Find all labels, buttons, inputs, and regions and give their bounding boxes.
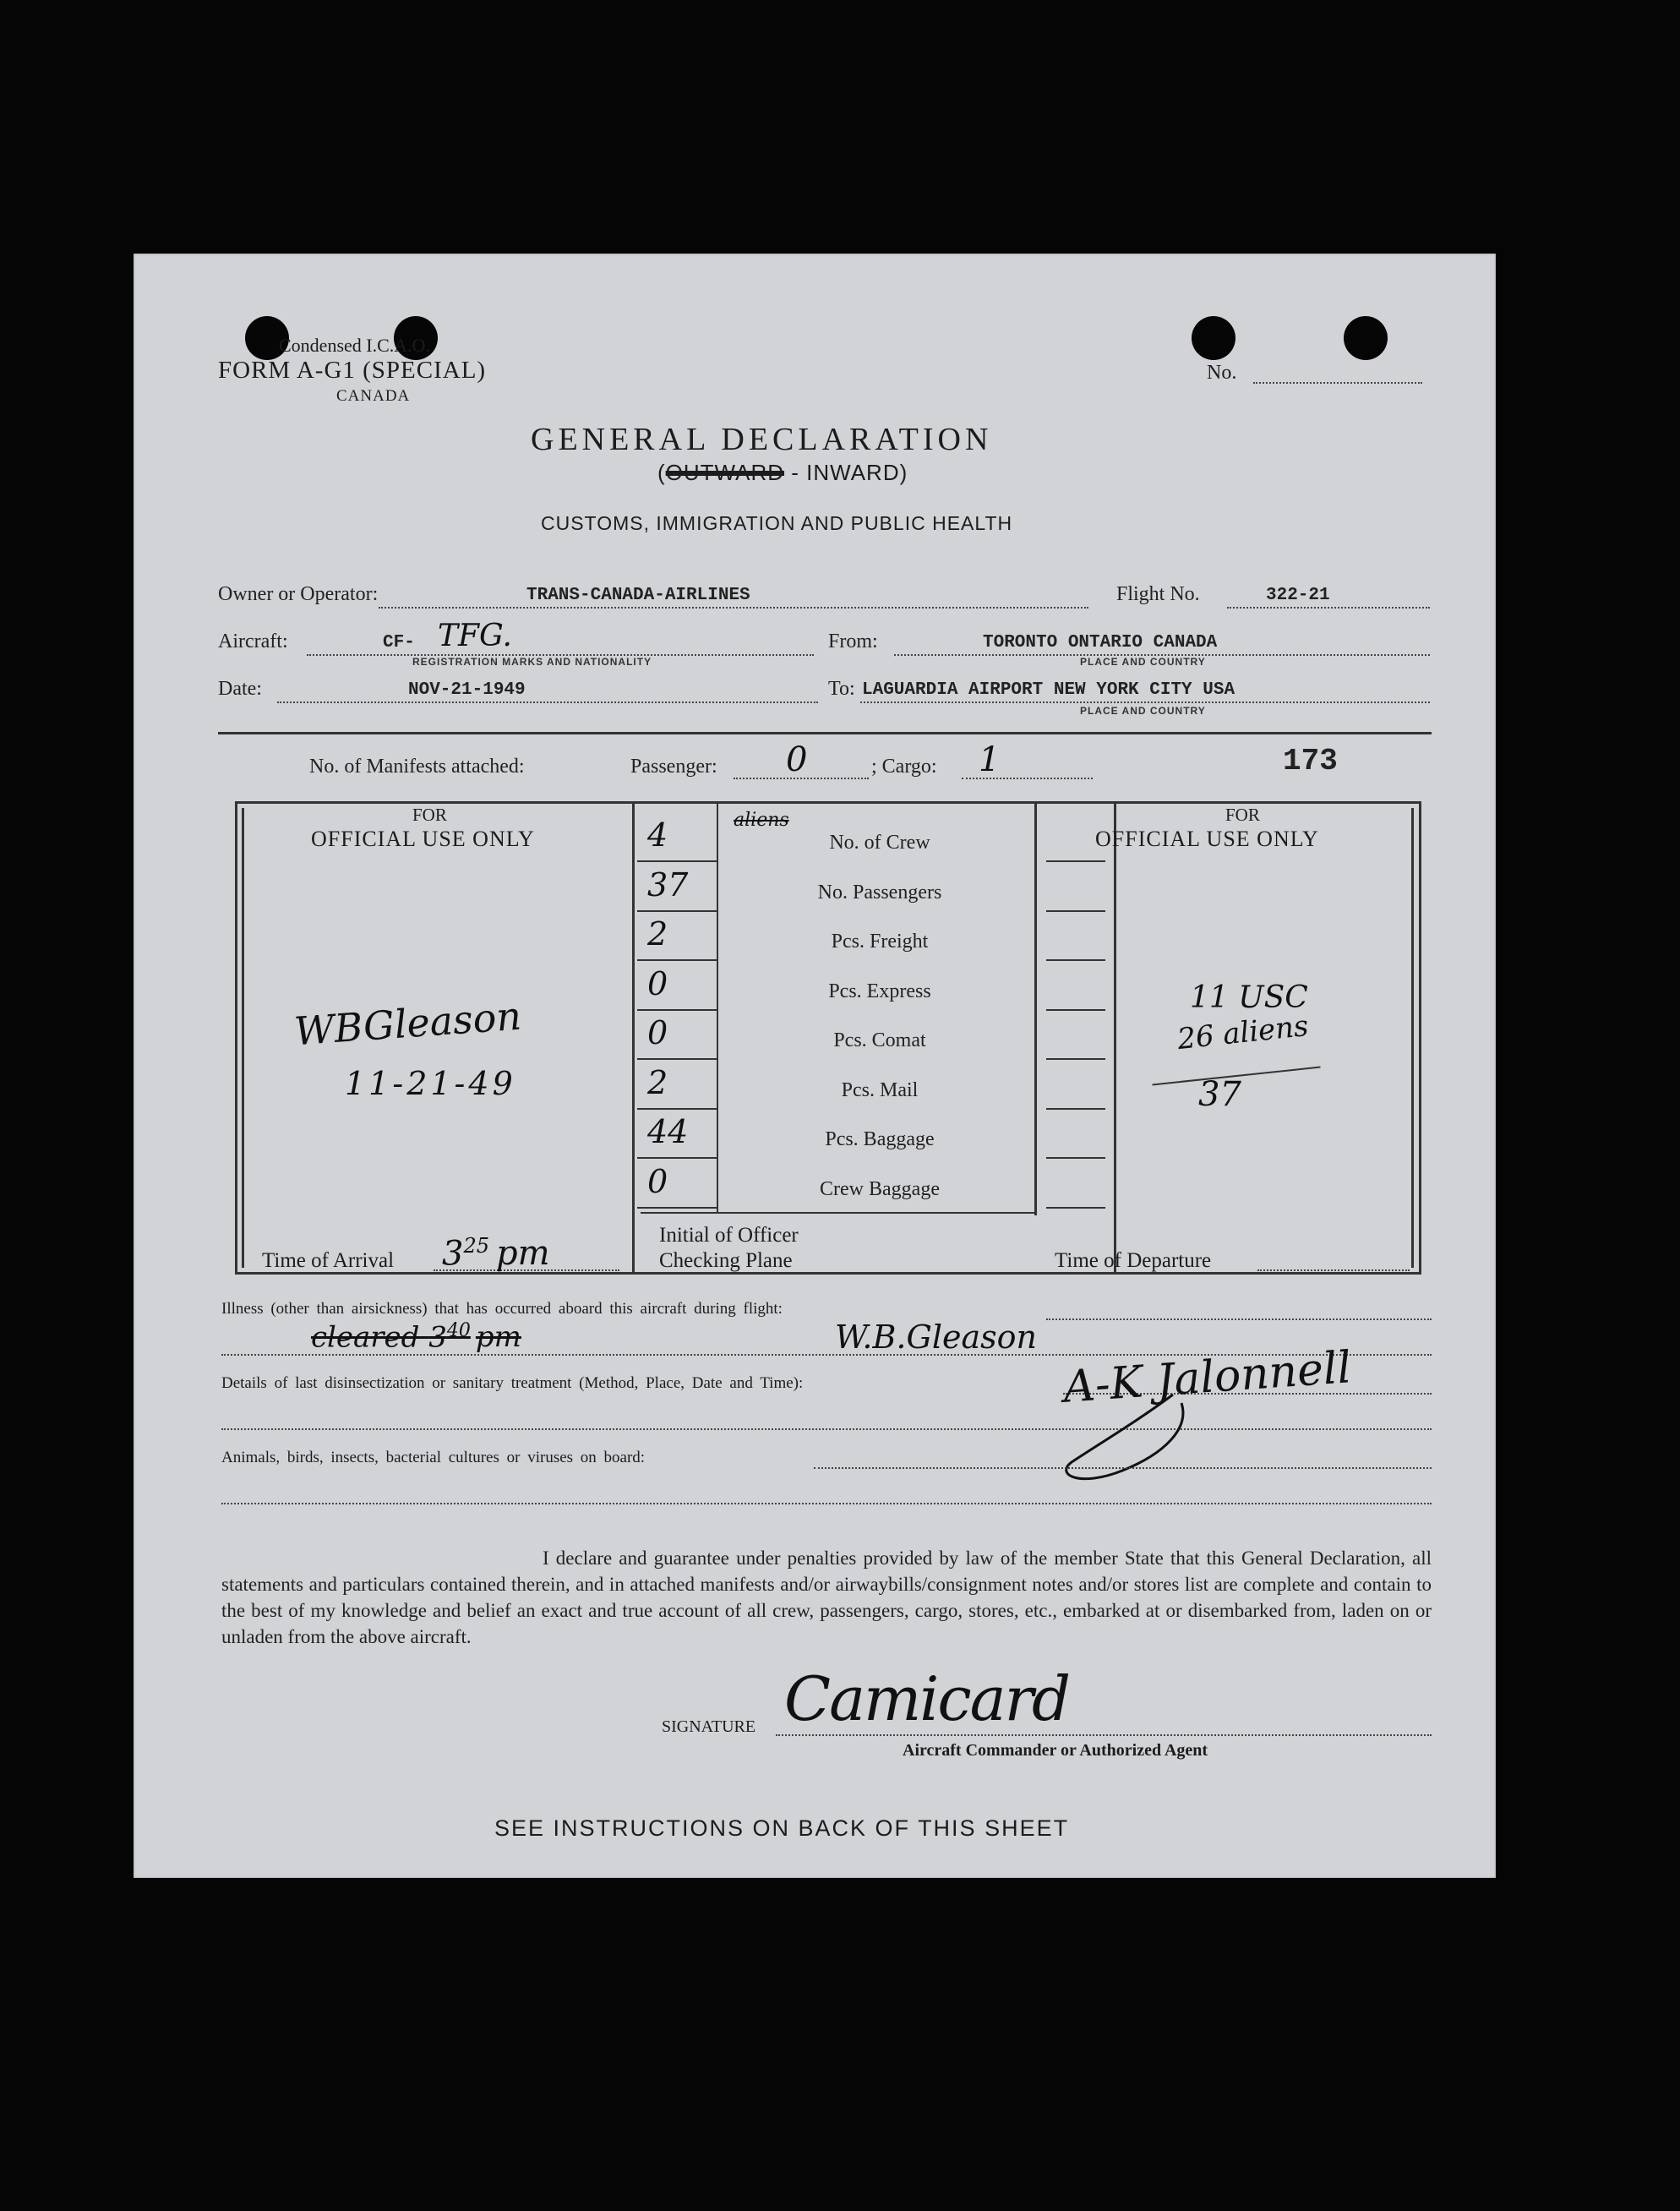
cleared-minutes: 40 — [446, 1320, 471, 1341]
officer-signature-left: WBGleason — [292, 992, 523, 1055]
departure-field-line — [1257, 1269, 1410, 1271]
manifests-cargo-label: ; Cargo: — [871, 756, 937, 778]
table-row-value: 0 — [647, 965, 668, 1002]
aircraft-prefix: CF- — [383, 633, 415, 652]
left-header-official: OFFICIAL USE ONLY — [311, 827, 535, 851]
table-divider — [1034, 801, 1037, 1215]
table-row-rule — [637, 1009, 717, 1011]
instructions-footer: SEE INSTRUCTIONS ON BACK OF THIS SHEET — [494, 1815, 1070, 1841]
cleared-pm: pm — [475, 1320, 521, 1355]
right-note-total: 37 — [1198, 1075, 1241, 1114]
table-row-rule — [1046, 1009, 1105, 1011]
right-note-usc: 11 USC — [1190, 980, 1308, 1015]
disinsect-signature: A-K Jalonnell — [1061, 1342, 1353, 1413]
from-caption: PLACE AND COUNTRY — [1080, 656, 1206, 668]
to-caption: PLACE AND COUNTRY — [1080, 705, 1206, 717]
section-divider — [218, 732, 1432, 734]
table-row-label: Pcs. Freight — [831, 931, 929, 953]
to-value: LAGUARDIA AIRPORT NEW YORK CITY USA — [862, 680, 1235, 700]
table-row-rule — [637, 860, 717, 862]
health-officer-initials: W.B.Gleason — [835, 1318, 1038, 1356]
stamp-number: 173 — [1283, 744, 1338, 778]
declaration-text: I declare and guarantee under penalties provided by law of the member State that this General Declaration, all statements and particulars contained therein, and in attached manifests and/or airwaybills/consignment notes and/or stores list are complete and contain to the best of my knowledge and belief an exact and true account of all crew, passengers, cargo, stores, etc., embarked at or disembarked from, laden on or unladen from the above aircraft. — [221, 1548, 1432, 1647]
arrival-minutes: 25 — [463, 1234, 489, 1258]
cleared-note — [311, 1320, 521, 1354]
table-row-label: Crew Baggage — [820, 1178, 940, 1200]
table-divider — [632, 801, 635, 1275]
table-row-rule — [1046, 1207, 1105, 1209]
manifests-label: No. of Manifests attached: — [309, 756, 525, 778]
no-label: No. — [1207, 362, 1237, 384]
owner-field-line — [379, 607, 1088, 609]
animals-line — [814, 1467, 1432, 1469]
table-row-rule — [637, 910, 717, 912]
owner-value: TRANS-CANADA-AIRLINES — [526, 586, 750, 605]
table-row-value: 2 — [647, 1064, 668, 1101]
aircraft-caption: REGISTRATION MARKS AND NATIONALITY — [412, 656, 652, 668]
table-row-value: 0 — [647, 1163, 668, 1200]
illness-label: Illness (other than airsickness) that has occurred aboard this aircraft during flight: — [221, 1300, 783, 1318]
officer-initial-label-1: Initial of Officer — [659, 1224, 799, 1247]
subtitle-inward: - INWARD) — [784, 460, 908, 485]
to-label: To: — [828, 678, 855, 700]
table-row-rule — [637, 1157, 717, 1159]
condensed-label: Condensed I.C.A.O. — [279, 335, 431, 356]
signature-line[interactable] — [776, 1734, 1432, 1736]
to-field-line — [860, 702, 1430, 703]
table-inner-border — [1411, 808, 1414, 1268]
arrival-hour: 3 — [442, 1234, 464, 1274]
form-subtitle — [657, 460, 908, 486]
manifests-cargo-value: 1 — [979, 740, 1001, 779]
aircraft-registration: TFG. — [438, 619, 512, 653]
table-divider — [1114, 801, 1116, 1275]
table-row-rule — [1046, 910, 1105, 912]
disinsect-label: Details of last disinsectization or sanitary treatment (Method, Place, Date and Time): — [221, 1374, 804, 1392]
declaration-form — [134, 254, 1496, 1878]
right-note-aliens: 26 aliens — [1175, 1008, 1311, 1057]
table-inner-border — [242, 808, 244, 1268]
manifests-passenger-value: 0 — [786, 740, 808, 779]
cleared-text: cleared — [311, 1320, 420, 1355]
table-row-value: 4 — [647, 816, 668, 854]
right-header-for: FOR — [1225, 805, 1260, 825]
from-label: From: — [828, 631, 878, 652]
animals-label: Animals, birds, insects, bacterial cultures or viruses on board: — [221, 1449, 646, 1466]
table-row-rule — [641, 1212, 1034, 1214]
table-row-value: 2 — [647, 915, 668, 953]
table-row-rule — [637, 1207, 717, 1209]
left-header-for: FOR — [412, 805, 447, 825]
officer-date-left: 11-21-49 — [345, 1065, 516, 1102]
from-value: TORONTO ONTARIO CANADA — [983, 633, 1218, 652]
illness-line — [1046, 1318, 1432, 1320]
form-number: FORM A-G1 (SPECIAL) — [218, 357, 487, 384]
table-row-rule — [1046, 1157, 1105, 1159]
table-row-rule — [1046, 1058, 1105, 1060]
table-row-label: No. Passengers — [817, 882, 942, 904]
table-row-rule — [1046, 860, 1105, 862]
subtitle-paren: ( — [657, 460, 666, 485]
table-row-value: 0 — [647, 1014, 668, 1051]
signature-caption: Aircraft Commander or Authorized Agent — [903, 1741, 1208, 1760]
signature-label: SIGNATURE — [662, 1717, 756, 1736]
table-row-label: No. of Crew — [829, 832, 930, 854]
table-row-rule — [1046, 959, 1105, 961]
table-row-rule — [637, 1058, 717, 1060]
table-divider — [717, 801, 718, 1212]
arrival-value — [442, 1234, 550, 1273]
table-row-rule — [1046, 1108, 1105, 1110]
punch-hole — [1192, 316, 1235, 360]
punch-hole — [1344, 316, 1388, 360]
crew-annotation: aliens — [734, 810, 789, 831]
table-row-rule — [637, 959, 717, 961]
table-row-value: 44 — [647, 1113, 689, 1150]
table-row-label: Pcs. Comat — [833, 1029, 926, 1051]
subtitle-struck: OUTWARD — [665, 460, 785, 485]
date-label: Date: — [218, 678, 262, 700]
manifests-passenger-label: Passenger: — [630, 756, 717, 778]
table-row-value: 37 — [647, 866, 689, 904]
signature-flourish — [1046, 1386, 1249, 1488]
table-row-label: Pcs. Express — [828, 980, 931, 1002]
date-field-line — [277, 702, 818, 703]
cleared-hour: 3 — [428, 1320, 447, 1355]
services-heading: CUSTOMS, IMMIGRATION AND PUBLIC HEALTH — [541, 512, 1013, 534]
date-value: NOV-21-1949 — [408, 680, 526, 700]
arrival-pm: pm — [496, 1234, 550, 1274]
right-header-official: OFFICIAL USE ONLY — [1095, 827, 1319, 851]
table-row-rule — [637, 1108, 717, 1110]
owner-label: Owner or Operator: — [218, 583, 379, 605]
flight-label: Flight No. — [1116, 583, 1200, 605]
form-title: GENERAL DECLARATION — [531, 422, 993, 457]
flight-value: 322-21 — [1266, 586, 1330, 605]
departure-label: Time of Departure — [1055, 1249, 1212, 1272]
table-row-label: Pcs. Baggage — [825, 1128, 935, 1150]
flight-field-line — [1227, 607, 1430, 609]
table-row-label: Pcs. Mail — [841, 1079, 919, 1101]
disinsect-line-2 — [221, 1428, 1432, 1430]
commander-signature: Camicard — [784, 1663, 1070, 1734]
aircraft-label: Aircraft: — [218, 631, 288, 652]
animals-line-2 — [221, 1503, 1432, 1504]
no-field[interactable] — [1253, 382, 1422, 384]
arrival-label: Time of Arrival — [262, 1249, 395, 1272]
officer-initial-label-2: Checking Plane — [659, 1249, 793, 1272]
country-label: CANADA — [336, 387, 411, 405]
